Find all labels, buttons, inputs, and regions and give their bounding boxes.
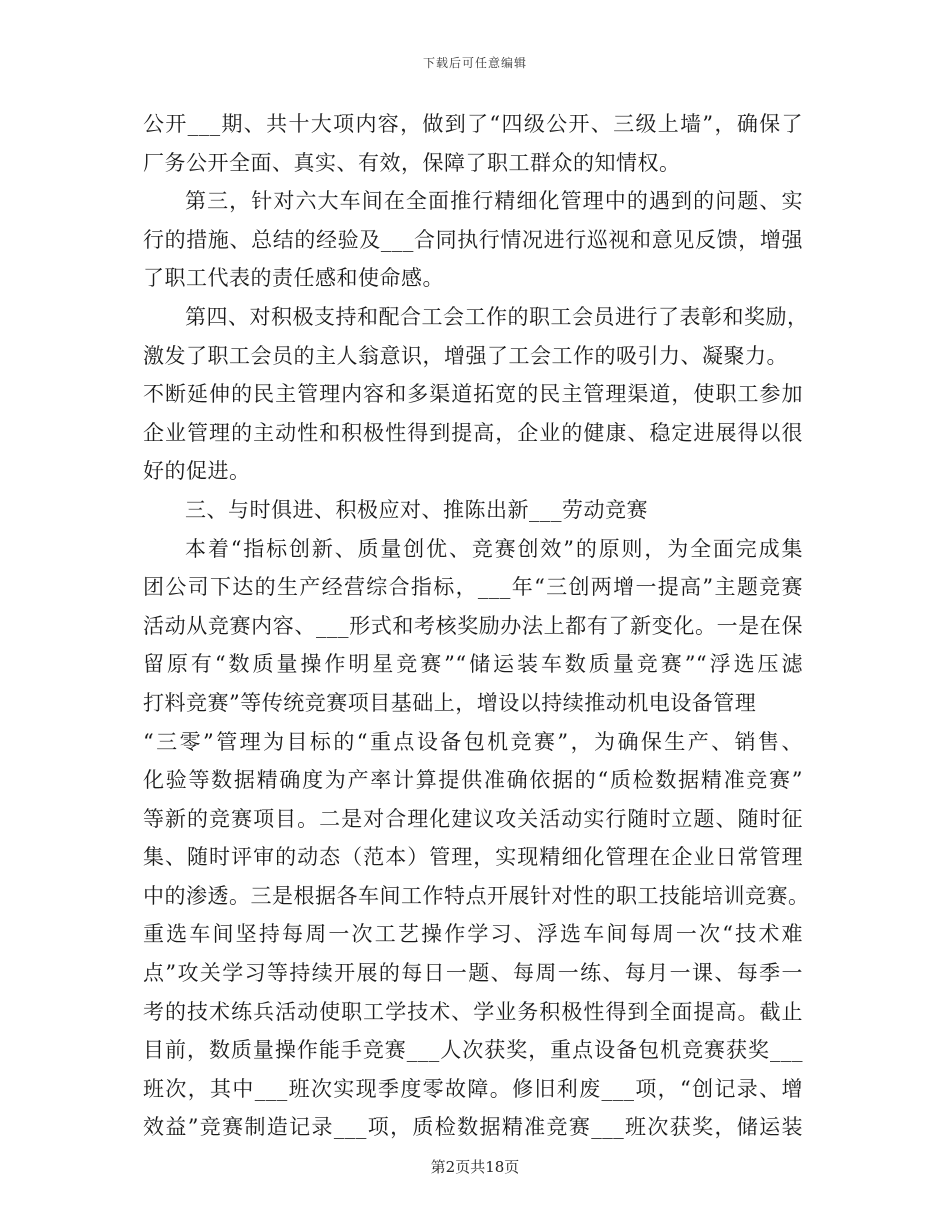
text-line: 厂务公开全面、真实、有效，保障了职工群众的知情权。 [143, 150, 681, 175]
text-line: 好的促进。 [143, 459, 251, 484]
section-heading: 三、与时俱进、积极应对、推陈出新___劳动竞赛 [185, 497, 648, 522]
text-line: 了职工代表的责任感和使命感。 [143, 266, 444, 291]
text-line: 效益”竞赛制造记录___项，质检数据精准竞赛___班次获奖，储运装 [143, 1115, 803, 1140]
text-line: 考的技术练兵活动使职工学技术、学业务积极性得到全面提高。截止 [143, 999, 803, 1024]
text-line: 不断延伸的民主管理内容和多渠道拓宽的民主管理渠道，使职工参加 [143, 382, 803, 407]
text-line: 本着“指标创新、质量创优、竞赛创效”的原则，为全面完成集 [185, 536, 803, 561]
text-line: 目前，数质量操作能手竞赛___人次获奖，重点设备包机竞赛获奖___ [143, 1038, 803, 1063]
text-line: 企业管理的主动性和积极性得到提高，企业的健康、稳定进展得以很 [143, 420, 803, 445]
text-line: “三零”管理为目标的“重点设备包机竞赛”，为确保生产、销售、 [143, 729, 803, 754]
text-line: 行的措施、总结的经验及___合同执行情况进行巡视和意见反馈，增强 [143, 227, 803, 252]
text-line: 重选车间坚持每周一次工艺操作学习、浮选车间每周一次“技术难 [143, 922, 803, 947]
text-line: 班次，其中___班次实现季度零故障。修旧利废___项，“创记录、增 [143, 1076, 803, 1101]
text-line: 留原有“数质量操作明星竞赛”“储运装车数质量竞赛”“浮选压滤 [143, 652, 803, 677]
text-line: 化验等数据精确度为产率计算提供准确依据的“质检数据精准竞赛” [143, 768, 803, 793]
text-line: 活动从竞赛内容、___形式和考核奖励办法上都有了新变化。一是在保 [143, 613, 803, 638]
page-number: 第2页共18页 [430, 1158, 520, 1176]
text-line: 等新的竞赛项目。二是对合理化建议攻关活动实行随时立题、随时征 [143, 806, 803, 831]
body-text [143, 105, 810, 1147]
text-line: 集、随时评审的动态（范本）管理，实现精细化管理在企业日常管理 [143, 845, 803, 870]
text-line: 点”攻关学习等持续开展的每日一题、每周一练、每月一课、每季一 [143, 961, 803, 986]
text-line: 中的渗透。三是根据各车间工作特点开展针对性的职工技能培训竞赛。 [143, 883, 810, 908]
text-line: 公开___期、共十大项内容，做到了“四级公开、三级上墙”，确保了 [143, 112, 803, 136]
text-line: 打料竞赛”等传统竞赛项目基础上，增设以持续推动机电设备管理 [143, 690, 757, 715]
text-line: 团公司下达的生产经营综合指标，___年“三创两增一提高”主题竞赛 [143, 575, 803, 600]
text-line: 第三，针对六大车间在全面推行精细化管理中的遇到的问题、实 [185, 189, 803, 214]
header-note: 下载后可任意编辑 [422, 56, 527, 70]
text-line: 激发了职工会员的主人翁意识，增强了工会工作的吸引力、凝聚力。 [143, 343, 788, 368]
text-line: 第四、对积极支持和配合工会工作的职工会员进行了表彰和奖励， [185, 304, 809, 329]
